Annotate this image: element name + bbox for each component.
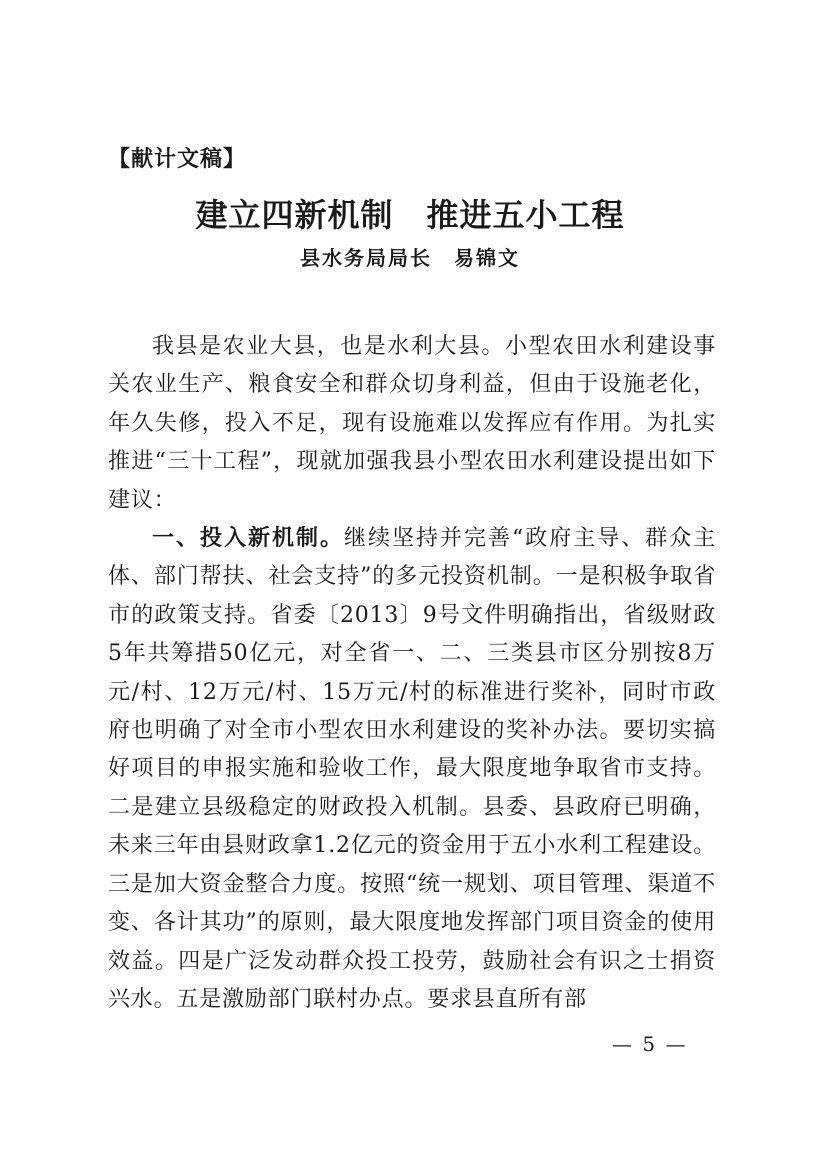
paragraph-text: 我县是农业大县，也是水利大县。小型农田水利建设事关农业生产、粮食安全和群众切身利益，但由于设施老化，年久失修，投入不足，现有设施难以发挥应有作用。为扎实推进“三十工程”，现就加强我县小型农田水利建设提出如下建议：: [108, 334, 716, 513]
article-title: 建立四新机制 推进五小工程: [195, 196, 625, 234]
paragraph-text: 继续坚持并完善“政府主导、群众主体、部门帮扶、社会支持”的多元投资机制。一是积极争取省市的政策支持。省委〔2013〕9号文件明确指出，省级财政5年共筹措50亿元，对全省一、二、三类县市区分别按8万元/村、12万元/村、15万元/村的标准进行奖补，同时市政府也明确了对全市小型农田水利建设的奖补办法。要切实搞好项目的申报实施和验收工作，最大限度地争取省市支持。二是建立县级稳定的财政投入机制。县委、县政府已明确，未来三年由县财政拿1.2亿元的资金用于五小水利工程建设。三是加大资金整合力度。按照“统一规划、项目管理、渠道不变、各计其功”的原则，最大限度地发挥部门项目资金的使用效益。四是广泛发动群众投工投劳，鼓励社会有识之士捐资兴水。五是激励部门联村办点。要求县直所有部: [108, 526, 716, 1012]
intro-paragraph: [108, 328, 716, 520]
column-tag: 【献计文稿】: [108, 147, 247, 172]
section-heading: 一、投入新机制。: [152, 526, 344, 552]
page-number: — 5 —: [612, 1032, 688, 1056]
section-one-paragraph: [108, 520, 716, 1019]
article-author: 县水务局局长 易锦文: [300, 246, 520, 270]
article-body: [108, 328, 716, 1019]
